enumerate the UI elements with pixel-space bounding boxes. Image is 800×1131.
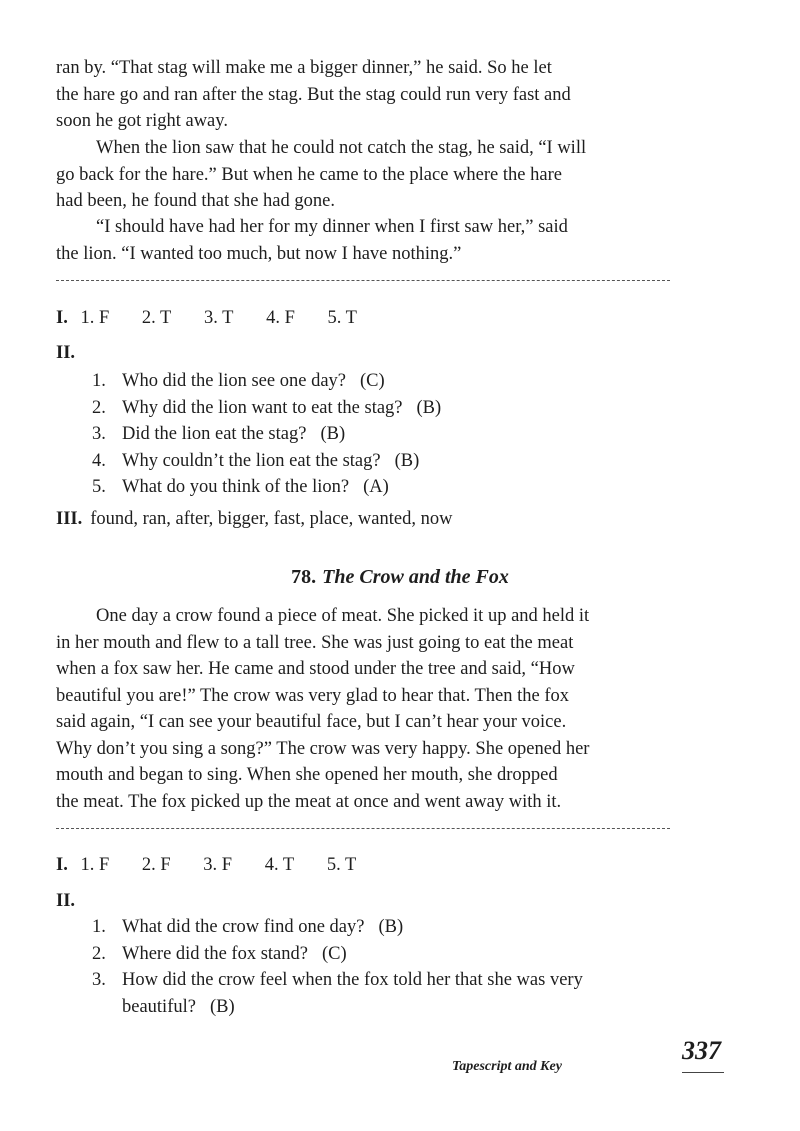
- footer-label: Tapescript and Key: [452, 1059, 562, 1074]
- text-line: the hare go and ran after the stag. But the stag could run very fast and: [56, 84, 571, 105]
- section-title: [0, 566, 800, 589]
- question-text: Why did the lion want to eat the stag?: [122, 397, 403, 418]
- answer-key: (B): [209, 996, 235, 1017]
- answer-item: 3. F: [203, 855, 233, 875]
- question-number: 2.: [92, 943, 106, 964]
- text-line: in her mouth and flew to a tall tree. She was just going to eat the meat: [56, 632, 574, 653]
- part-label: III.: [56, 509, 83, 529]
- answer-key: (A): [363, 477, 389, 497]
- question-text: What do you think of the lion?: [122, 477, 350, 497]
- key-prev-part-2-list: [92, 368, 441, 501]
- text-line: When the lion saw that he could not catch the stag, he said, “I will: [96, 138, 587, 158]
- question-number: 5.: [92, 477, 106, 497]
- story-prev-paragraph-2: [56, 135, 674, 215]
- story-prev-paragraph-3: [56, 214, 674, 267]
- answer-key: (B): [378, 917, 404, 937]
- page-number-rule: [682, 1072, 724, 1073]
- answer-key: (C): [360, 371, 385, 391]
- question-number: 3.: [92, 970, 106, 990]
- answer-key: (B): [416, 397, 442, 418]
- text-line: when a fox saw her. He came and stood under the tree and said, “How: [56, 659, 575, 679]
- dashed-divider: [56, 280, 670, 281]
- question-number: 1.: [92, 371, 106, 391]
- text-line: beautiful you are!” The crow was very glad to hear that. Then the fox: [56, 685, 570, 706]
- text-line: soon he got right away.: [56, 111, 228, 131]
- text-line: go back for the hare.” But when he came to the place where the hare: [56, 164, 562, 185]
- list-item: [92, 368, 441, 395]
- story-paragraph: [56, 603, 674, 815]
- question-text: Why couldn’t the lion eat the stag?: [122, 450, 381, 471]
- answer-key: (C): [321, 943, 347, 964]
- question-text: Where did the fox stand?: [122, 943, 308, 964]
- text-line: ran by. “That stag will make me a bigger dinner,” he said. So he let: [56, 58, 552, 78]
- key-part-1: [56, 855, 384, 876]
- text-line: the meat. The fox picked up the meat at once and went away with it.: [56, 791, 562, 812]
- list-item: [92, 967, 583, 994]
- key-prev-part-3: [56, 509, 452, 530]
- section-number: 78.: [291, 566, 317, 588]
- text-line: had been, he found that she had gone.: [56, 191, 335, 211]
- question-text: beautiful?: [122, 996, 196, 1017]
- text-line: the lion. “I wanted too much, but now I have nothing.”: [56, 243, 462, 264]
- answer-item: 4. T: [264, 855, 295, 875]
- story-prev-paragraph-1: [56, 55, 674, 135]
- section-title-text: The Crow and the Fox: [322, 566, 509, 588]
- part-label: I.: [56, 855, 68, 875]
- question-number: 4.: [92, 450, 106, 471]
- answer-item: 4. F: [266, 308, 295, 328]
- question-number: 2.: [92, 397, 106, 418]
- question-number: 3.: [92, 424, 106, 444]
- page-number: 337: [682, 1036, 721, 1065]
- answer-item: 1. F: [80, 308, 110, 328]
- text-line: said again, “I can see your beautiful face, but I can’t hear your voice.: [56, 712, 567, 732]
- question-text: Who did the lion see one day?: [122, 371, 346, 391]
- key-prev-part-1: [56, 308, 385, 329]
- text-line: mouth and began to sing. When she opened her mouth, she dropped: [56, 765, 558, 785]
- list-item: [92, 448, 441, 475]
- answer-item: 5. T: [327, 308, 357, 328]
- question-text: How did the crow feel when the fox told her that she was very: [122, 970, 583, 990]
- list-item: [92, 914, 583, 941]
- dashed-divider: [56, 828, 670, 829]
- answer-item: 3. T: [203, 308, 234, 328]
- answer-key: (B): [394, 450, 420, 471]
- answer-item: 2. F: [141, 855, 171, 875]
- list-item: [92, 421, 441, 448]
- word-list: found, ran, after, bigger, fast, place, wanted, now: [90, 509, 453, 529]
- list-item: [92, 395, 441, 422]
- text-line: “I should have had her for my dinner when I first saw her,” said: [96, 217, 568, 237]
- text-line: One day a crow found a piece of meat. She picked it up and held it: [96, 606, 590, 626]
- text-line: Why don’t you sing a song?” The crow was very happy. She opened her: [56, 738, 590, 759]
- key-part-2-list: [92, 914, 583, 1020]
- question-number: 1.: [92, 917, 106, 937]
- part-label: II.: [56, 343, 76, 363]
- list-item: [92, 941, 583, 968]
- question-text: What did the crow find one day?: [122, 917, 365, 937]
- question-text: Did the lion eat the stag?: [122, 424, 307, 444]
- answer-item: 2. T: [141, 308, 172, 328]
- answer-key: (B): [320, 424, 346, 444]
- answer-item: 1. F: [80, 855, 110, 875]
- list-item: [92, 474, 441, 501]
- answer-item: 5. T: [326, 855, 357, 875]
- list-item: [92, 994, 583, 1021]
- part-label: I.: [56, 308, 68, 328]
- part-label: II.: [56, 891, 76, 911]
